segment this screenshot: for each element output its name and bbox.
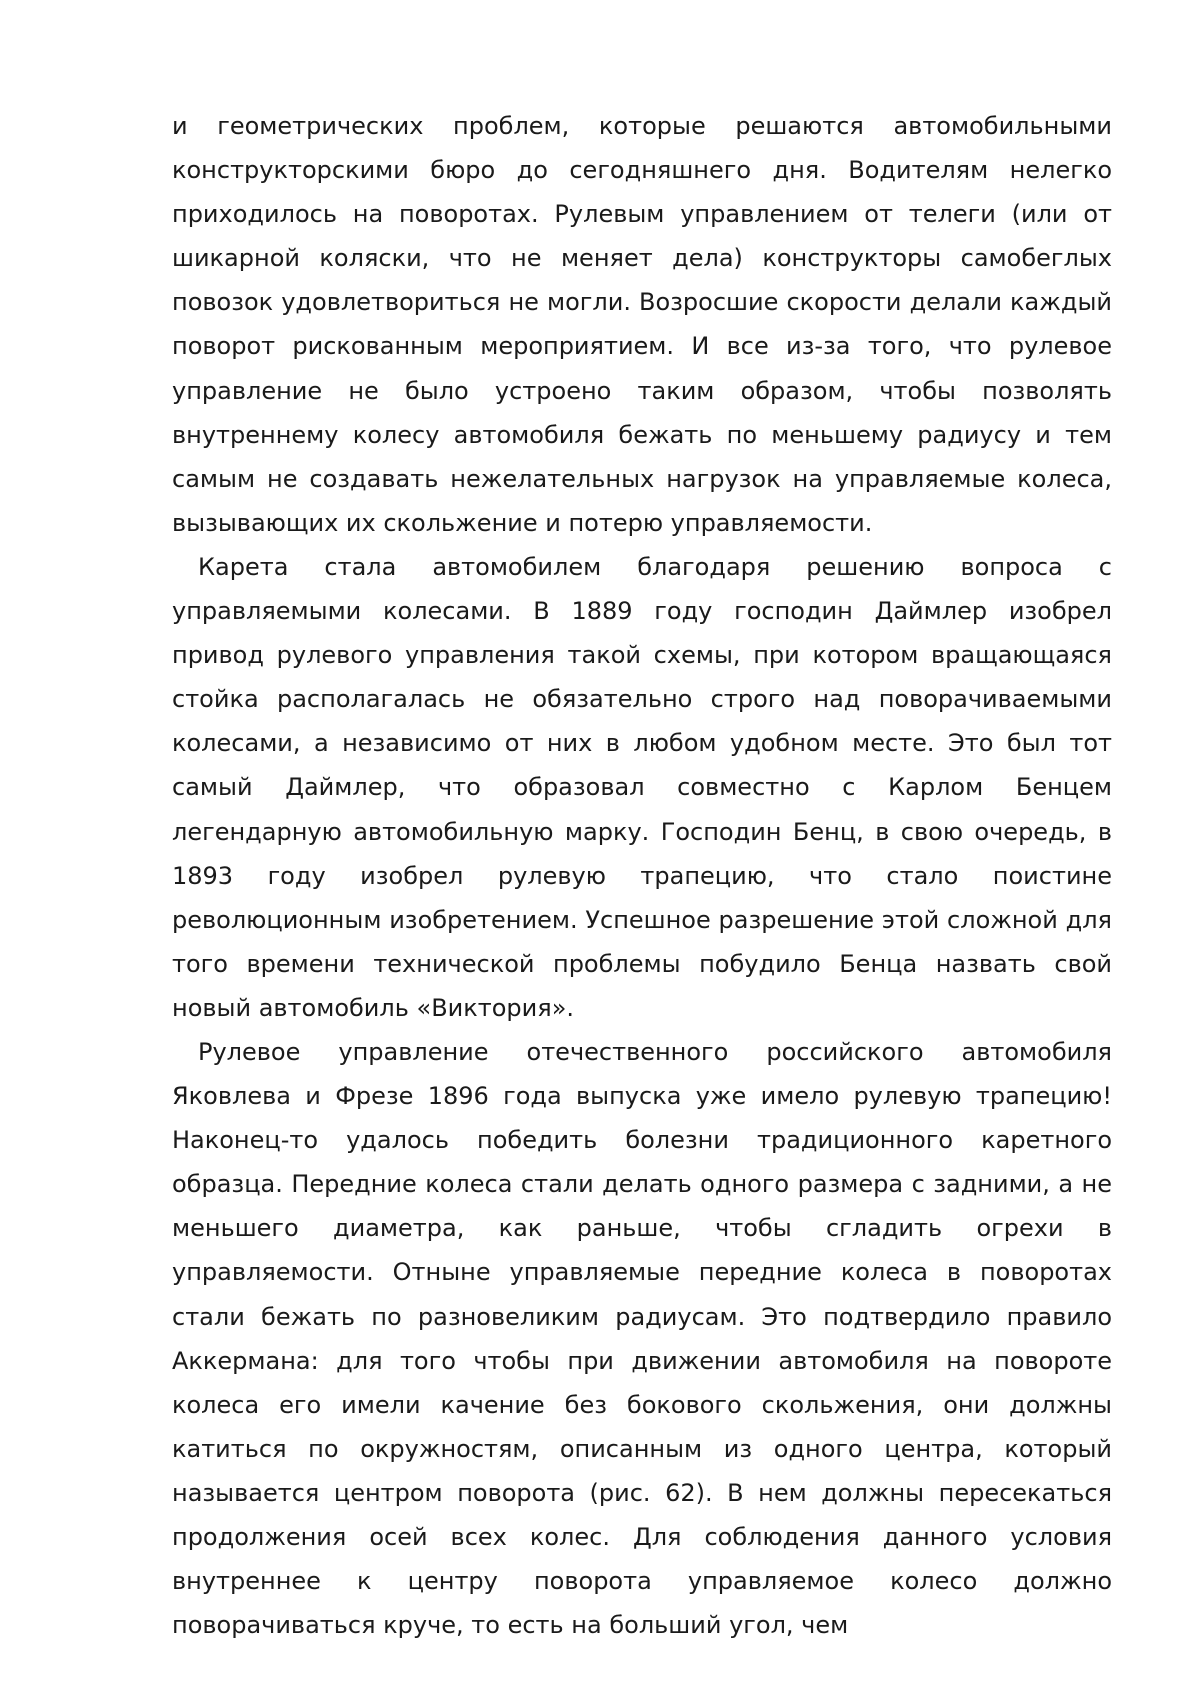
paragraph-1: и геометрических проблем, которые решаются автомобильными конструкторскими бюро до сегодняшнего дня. Водителям нелегко приходилось на поворотах. Рулевым управлением от телеги (или от шикарной коляски, что не меняет дела) конструкторы самобеглых повозок удовлетвориться не могли. Возросшие скорости делали каждый поворот рискованным мероприятием. И все из-за того, что рулевое управление не было устроено таким образом, чтобы позволять внутреннему колесу автомобиля бежать по меньшему радиусу и тем самым не создавать нежелательных нагрузок на управляемые колеса, вызывающих их скольжение и потерю управляемости. (172, 112, 1112, 537)
paragraph-2: Карета стала автомобилем благодаря решению вопроса с управляемыми колесами. В 1889 году господин Даймлер изобрел привод рулевого управления такой схемы, при котором вращающаяся стойка располагалась не обязательно строго над поворачиваемыми колесами, а независимо от них в любом удобном месте. Это был тот самый Даймлер, что образовал совместно с Карлом Бенцем легендарную автомобильную марку. Господин Бенц, в свою очередь, в 1893 году изобрел рулевую трапецию, что стало поистине революционным изобретением. Успешное разрешение этой сложной для того времени технической проблемы побудило Бенца назвать свой новый автомобиль «Виктория». (172, 552, 1112, 1022)
document-page (172, 104, 1112, 1647)
paragraph-3: Рулевое управление отечественного российского автомобиля Яковлева и Фрезе 1896 года выпуска уже имело рулевую трапецию! Наконец-то удалось победить болезни традиционного каретного образца. Передние колеса стали делать одного размера с задними, а не меньшего диаметра, как раньше, чтобы сгладить огрехи в управляемости. Отныне управляемые передние колеса в поворотах стали бежать по разновеликим радиусам. Это подтвердило правило Аккермана: для того чтобы при движении автомобиля на повороте колеса его имели качение без бокового скольжения, они должны катиться по окружностям, описанным из одного центра, который называется центром поворота (рис. 62). В нем должны пересекаться продолжения осей всех колес. Для соблюдения данного условия внутреннее к центру поворота управляемое колесо должно поворачиваться круче, то есть на больший угол, чем (172, 1037, 1112, 1640)
